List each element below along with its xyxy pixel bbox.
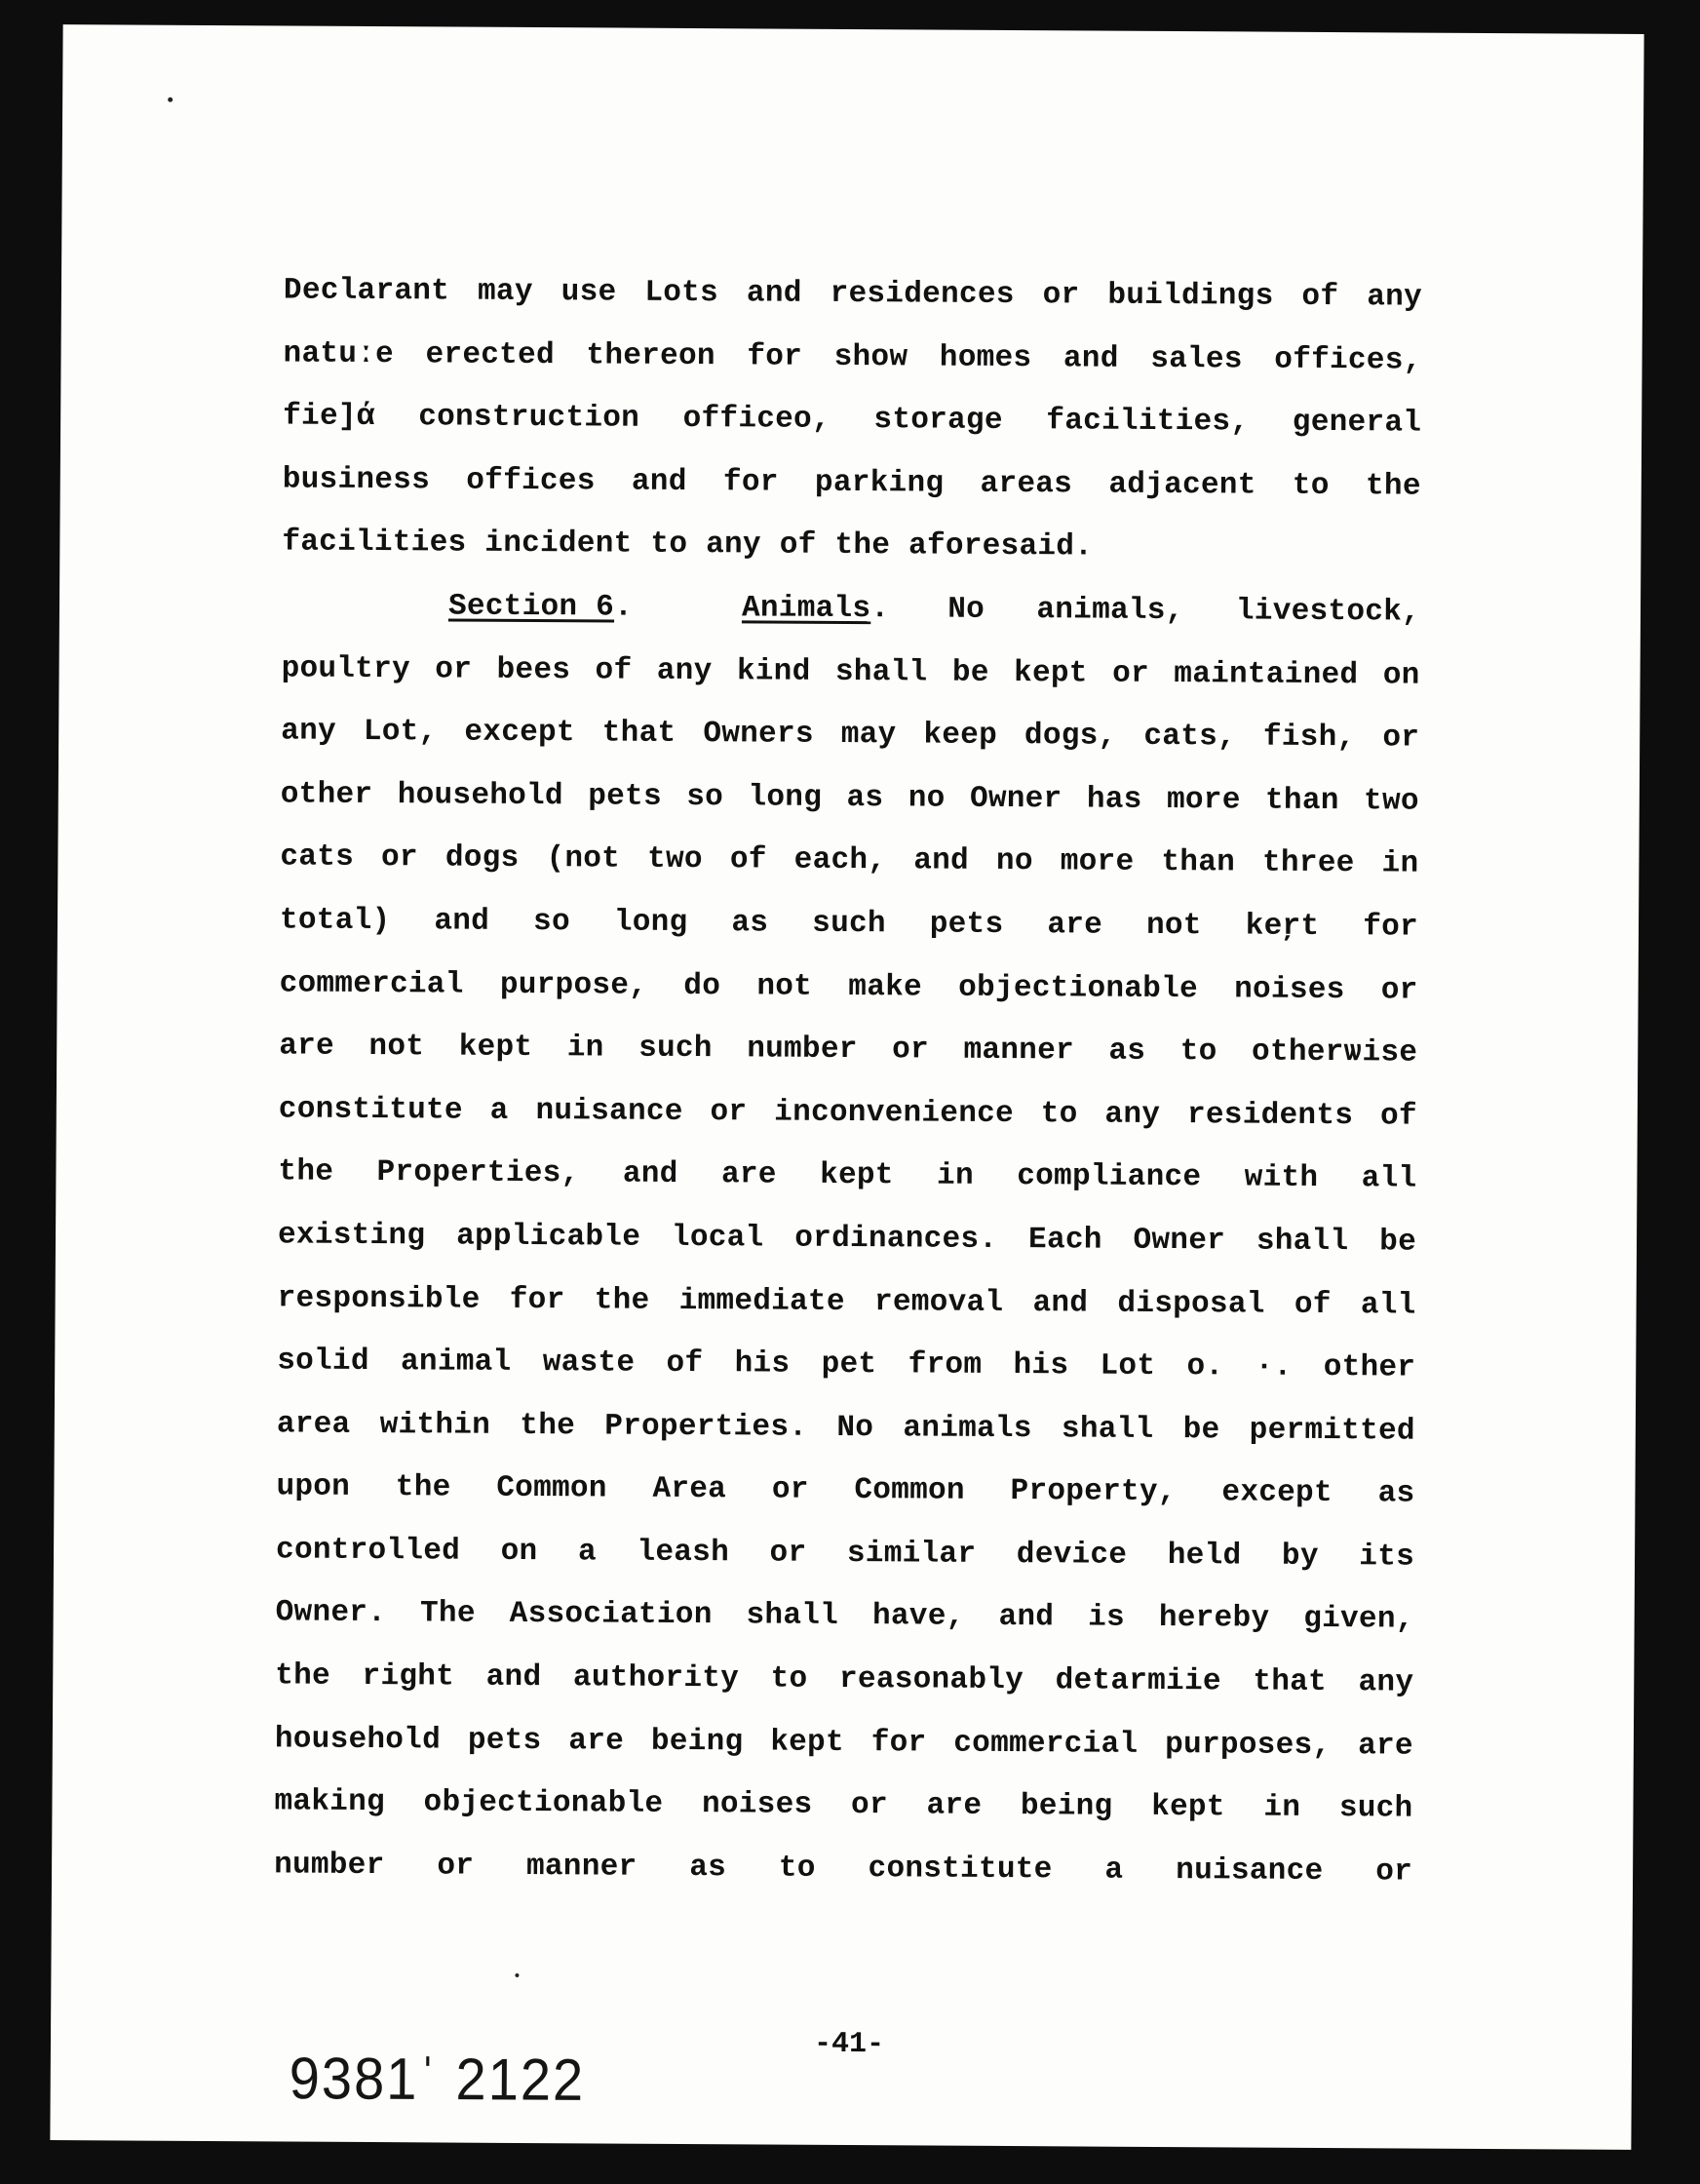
section-line: responsible for the immediate removal and disposal of all (277, 1280, 1416, 1323)
section-line: total) and so long as such pets are not keŗt for (279, 903, 1419, 945)
intro-line: fie]ά construction officeo, storage facilities, general (283, 399, 1422, 441)
section-line: household pets are being kept for commercial purposes, are (274, 1722, 1413, 1764)
section-number-punct: . (614, 590, 634, 625)
document-body (274, 259, 1422, 1904)
section-line: number or manner as to constitute a nuisance or (274, 1848, 1413, 1890)
document-stamp-number: 9381ˈ 2122 (289, 2045, 586, 2113)
scan-speck (168, 98, 173, 102)
section-title: Animals (741, 591, 871, 627)
section-number: Section 6 (447, 589, 615, 625)
section-line: existing applicable local ordinances. Each Owner shall be (277, 1218, 1417, 1260)
section-line: other household pets so long as no Owner has more than two (280, 777, 1419, 819)
page-number: -41- (813, 2027, 885, 2062)
section-line: constitute a nuisance or inconvenience to any residents of (278, 1092, 1417, 1134)
section-line: any Lot, except that Owners may keep dogs, cats, fish, or (281, 714, 1420, 756)
section-line: area within the Properties. No animals shall be permitted (276, 1407, 1415, 1449)
section-line: solid animal waste of his pet from his Lot o. ·. other (277, 1344, 1416, 1385)
document-page (50, 24, 1643, 2150)
intro-line: business offices and for parking areas adjacent to the (282, 462, 1421, 504)
section-line: the Properties, and are kept in compliance with all (278, 1154, 1417, 1196)
intro-line: facilities incident to any of the aforesaid. (282, 525, 1094, 565)
section-line: making objectionable noises or are being kept in such (274, 1784, 1413, 1826)
section-line: Owner. The Association shall have, and is hereby given, (275, 1595, 1414, 1638)
section-line: commercial purpose, do not make objectionable noises or (279, 965, 1418, 1008)
scan-speck (515, 1973, 519, 1977)
section-line: poultry or bees of any kind shall be kept or maintained on (281, 651, 1420, 693)
section-heading-line (282, 574, 1420, 644)
section-line: are not kept in such number or manner as to otherѡise (279, 1029, 1418, 1071)
intro-line: natuːe erected thereon for show homes and sales offices, (283, 336, 1422, 378)
section-line: the right and authority to reasonably detarmiіe that any (275, 1658, 1414, 1700)
section-title-punct: . (870, 592, 890, 627)
section-line: upon the Common Area or Common Property, except as (276, 1469, 1415, 1511)
section-line: controlled on a leash or similar device held by its (275, 1533, 1415, 1575)
section-first-line-text: No animals, livestock, (947, 592, 1421, 630)
section-line: cats or dogs (not two of each, and no more than three in (280, 839, 1419, 881)
intro-line: Declarant may use Lots and residences or buildings of any (283, 273, 1423, 315)
